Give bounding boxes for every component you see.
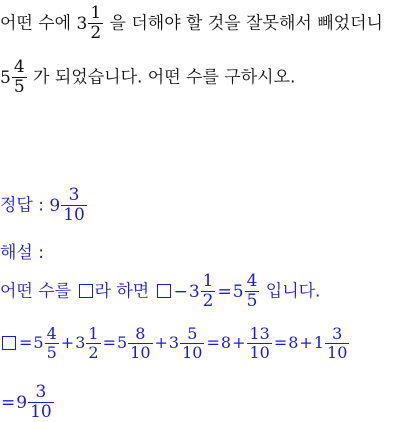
unknown-box	[2, 336, 16, 350]
answer-line	[0, 186, 88, 225]
explanation-line-1: 어떤 수를 라 하면 −3 $\frac{1}{2}$ =5 $\frac{4}{5}$ 입니다.	[0, 271, 321, 311]
explanation-label: 해설 :	[0, 243, 44, 263]
mixed-number-result: 5 $\frac{4}{5}$	[0, 57, 25, 97]
question-line-2	[0, 58, 295, 97]
unknown-box	[79, 284, 93, 298]
explanation-line-2: =5 $\frac{4}{5}$ +3 $\frac{1}{2}$ =5 $\frac{8}{10}$ +3 $\frac{5}{10}$ =8+ $\frac{13}{10}$ =8+1 $\frac{3}{10}$	[0, 325, 350, 362]
mixed-number-add: 3 $\frac{1}{2}$	[76, 3, 102, 43]
answer-value: 9 $\frac{3}{10}$	[49, 185, 85, 225]
question-text-3: 가 되었습니다. 어떤 수를 구하시오.	[27, 67, 296, 88]
answer-label: 정답 :	[0, 195, 50, 216]
unknown-box	[157, 284, 171, 298]
question-line-1	[0, 4, 383, 43]
explanation-line-3: =9 $\frac{3}{10}$	[1, 382, 52, 422]
question-text-2: 을 더해야 할 것을 잘못해서 빼었더니	[104, 13, 383, 34]
question-text-1: 어떤 수에	[0, 13, 77, 34]
